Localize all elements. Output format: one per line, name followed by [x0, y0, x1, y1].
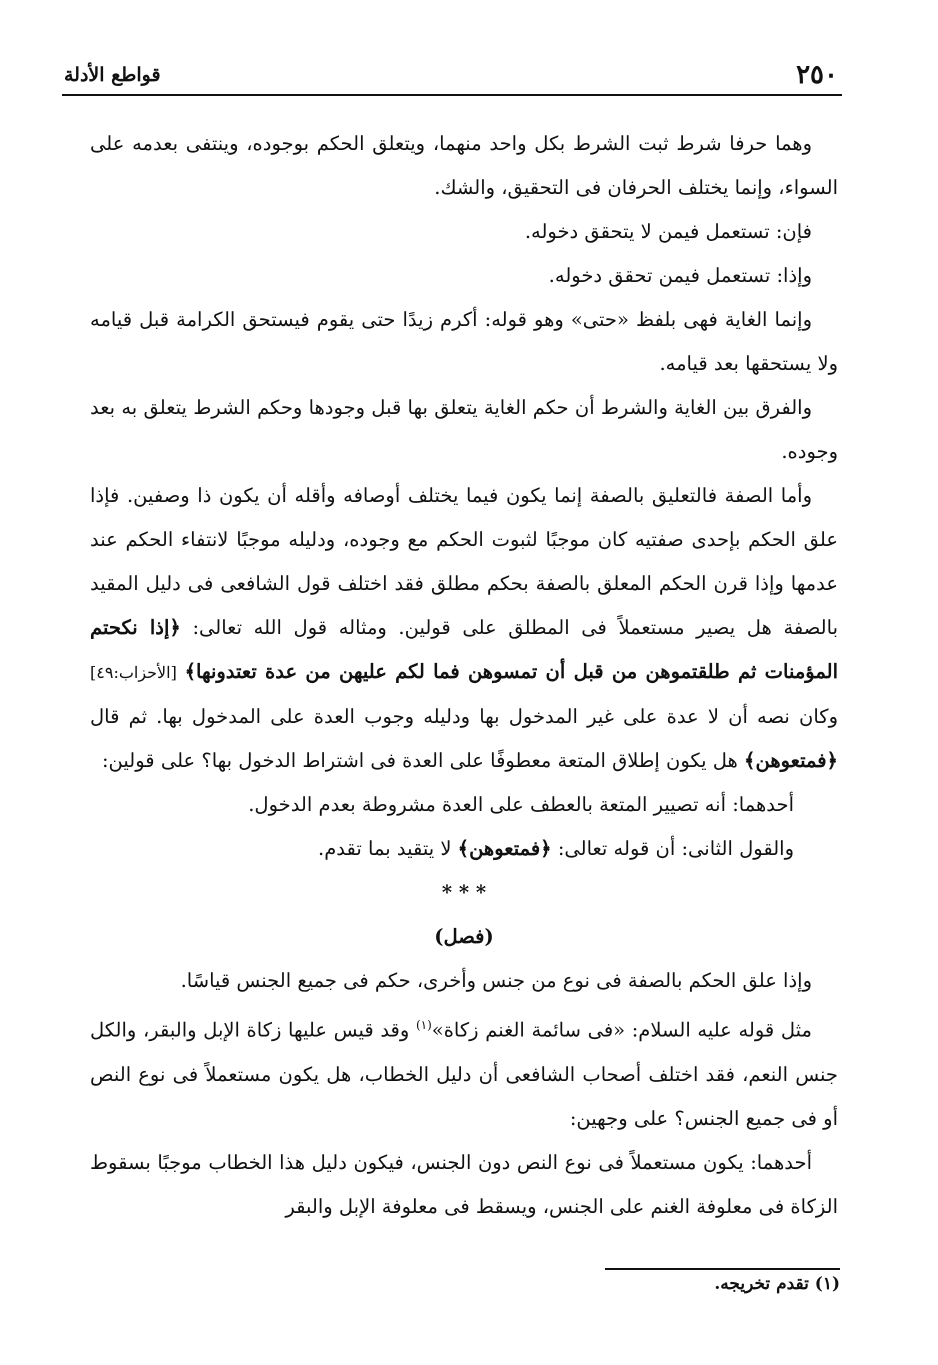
- quran-word: ﴿فمتعوهن﴾: [457, 837, 552, 860]
- paragraph: والفرق بين الغاية والشرط أن حكم الغاية يتعلق بها قبل وجودها وحكم الشرط يتعلق به بعد وجوده.: [90, 396, 838, 463]
- paragraph: فإن: تستعمل فيمن لا يتحقق دخوله.: [524, 220, 812, 243]
- verse-reference: [الأحزاب:٤٩]: [90, 663, 177, 682]
- opinion-one: أحدهما: أنه تصيير المتعة بالعطف على العدة مشروطة بعدم الدخول.: [248, 793, 794, 816]
- paragraph: وإذا علق الحكم بالصفة فى نوع من جنس وأخرى، حكم فى جميع الجنس قياسًا.: [180, 969, 812, 992]
- opinion-text: والقول الثانى: أن قوله تعالى:: [557, 837, 794, 860]
- paragraph-text: وكان نصه أن لا عدة على غير المدخول بها ودليله وجوب العدة على المدخول بها. ثم قال: [90, 705, 838, 728]
- footnote: (١) تقدم تخريجه.: [714, 1274, 840, 1294]
- section-title: (فصل): [434, 925, 494, 948]
- paragraph-text: وأما الصفة فالتعليق بالصفة إنما يكون فيما يختلف أوصافه وأقله أن يكون ذا وصفين. فإذا علق الحكم بإحدى صفتيه كان موجبًا لثبوت الحكم مع وجوده، ودليله موجبًا لانتفاء الحكم عند عدمها وإذا قرن الحكم المعلق بالصفة بحكم مطلق فقد اختلف قول الشافعى فى دليل المقيد بالصفة هل يصير مستعملاً فى المطلق على قولين. ومثاله قول الله تعالى:: [90, 484, 838, 639]
- footnote-marker: (١): [415, 1018, 432, 1032]
- page-number: ٢٥٠: [796, 60, 838, 90]
- paragraph: وإذا: تستعمل فيمن تحقق دخوله.: [548, 264, 812, 287]
- main-text: [90, 122, 838, 1229]
- paragraph: [90, 1003, 838, 1141]
- paragraph: [90, 474, 838, 783]
- paragraph: وهما حرفا شرط ثبت الشرط بكل واحد منهما، ويتعلق الحكم بوجوده، وينتفى بعدمه على السواء، وإنما يختلف الحرفان فى التحقيق، والشك.: [90, 132, 838, 199]
- paragraph-text: هل يكون إطلاق المتعة معطوفًا على العدة فى اشتراط الدخول بها؟ على قولين:: [101, 749, 738, 772]
- opinion-two: [90, 827, 838, 871]
- quran-word: ﴿فمتعوهن﴾: [744, 749, 838, 772]
- footnote-divider: [605, 1268, 840, 1270]
- running-title: قواطع الأدلة: [64, 64, 161, 86]
- paragraph: وإنما الغاية فهى بلفظ «حتى» وهو قوله: أكرم زيدًا حتى يقوم فيستحق الكرامة قبل قيامه ولا يستحقها بعد قيامه.: [90, 308, 838, 375]
- opinion-text: لا يتقيد بما تقدم.: [318, 837, 452, 860]
- section-separator: * * *: [441, 881, 487, 904]
- paragraph-text: وقد قيس عليها زكاة الإبل والبقر، والكل جنس النعم، فقد اختلف أصحاب الشافعى أن دليل الخطاب، هل يكون مستعملاً فى نوع النص أو فى جميع الجنس؟ على وجهين:: [90, 1018, 838, 1130]
- quran-verse: ﴿إذا نكحتم المؤمنات ثم طلقتموهن من قبل أن تمسوهن فما لكم عليهن من عدة تعتدونها﴾: [90, 616, 839, 683]
- paragraph: أحدهما: يكون مستعملاً فى نوع النص دون الجنس، فيكون دليل هذا الخطاب موجبًا بسقوط الزكاة فى معلوفة الغنم على الجنس، ويسقط فى معلوفة الإبل والبقر: [90, 1150, 838, 1218]
- paragraph-text: مثل قوله عليه السلام: «فى سائمة الغنم زكاة»: [431, 1018, 812, 1042]
- page-header: [62, 60, 842, 96]
